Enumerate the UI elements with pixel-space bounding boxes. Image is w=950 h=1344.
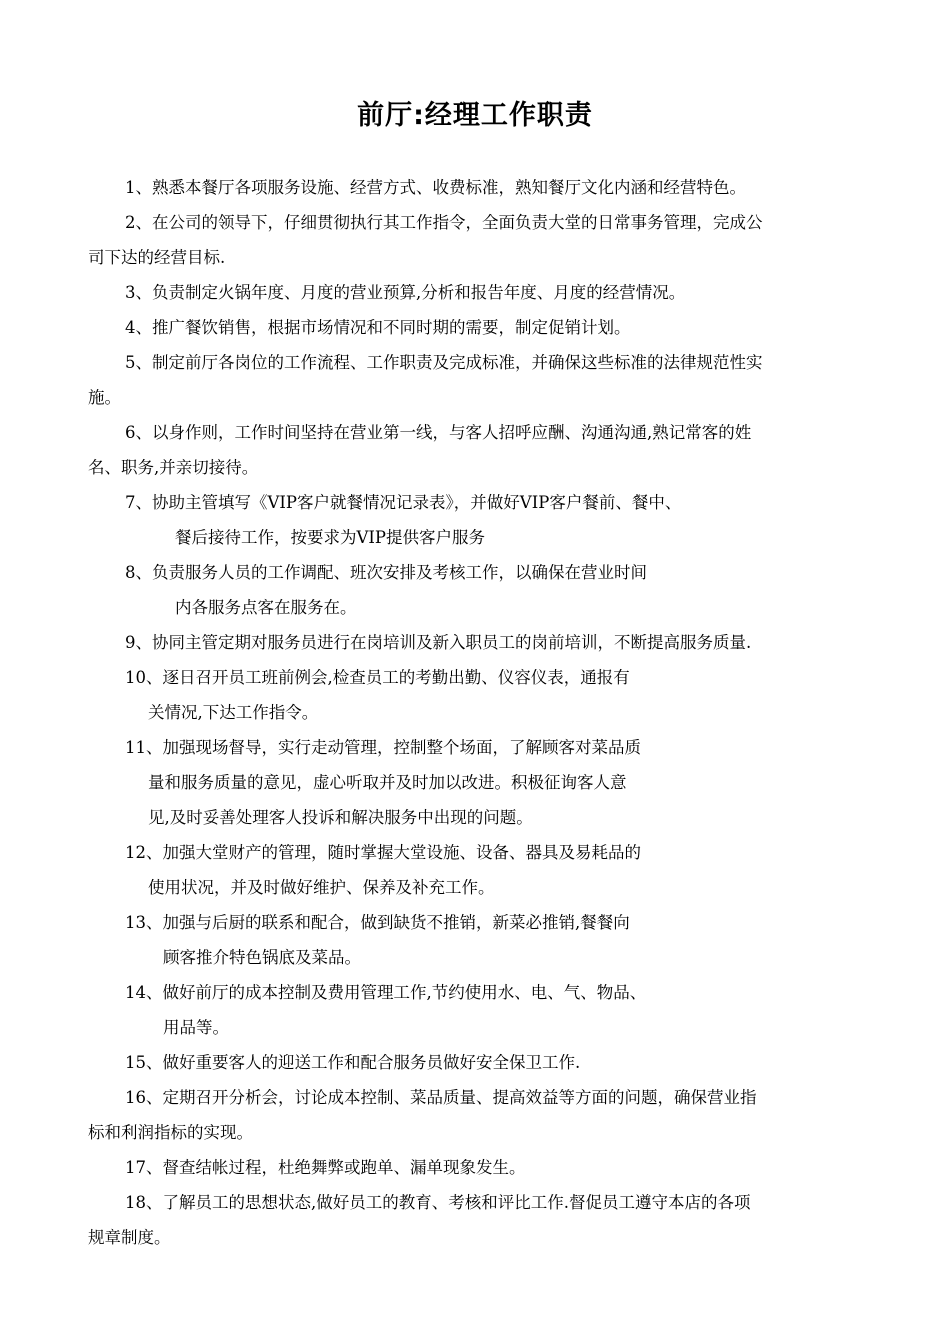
duty-line: 2、在公司的领导下，仔细贯彻执行其工作指令，全面负责大堂的日常事务管理，完成公 — [125, 213, 763, 232]
duty-line: 12、加强大堂财产的管理，随时掌握大堂设施、设备、器具及易耗品的 — [125, 843, 641, 862]
duty-line: 13、加强与后厨的联系和配合，做到缺货不推销，新菜必推销,餐餐向 — [125, 913, 630, 932]
duty-line: 3、负责制定火锅年度、月度的营业预算,分析和报告年度、月度的经营情况。 — [125, 283, 686, 302]
duty-line: 用品等。 — [163, 1018, 229, 1037]
duty-item-3 — [88, 275, 866, 310]
duty-item-12 — [88, 835, 866, 905]
duty-item-14 — [88, 975, 866, 1045]
duty-item-6 — [88, 415, 866, 485]
duty-line: 量和服务质量的意见，虚心听取并及时加以改进。积极征询客人意 — [148, 773, 627, 792]
duty-item-15 — [88, 1045, 866, 1080]
duty-line: 9、协同主管定期对服务员进行在岗培训及新入职员工的岗前培训，不断提高服务质量. — [125, 633, 752, 652]
duty-line: 18、了解员工的思想状态,做好员工的教育、考核和评比工作.督促员工遵守本店的各项 — [125, 1193, 751, 1212]
duty-line: 见,及时妥善处理客人投诉和解决服务中出现的问题。 — [148, 808, 533, 827]
duty-item-4 — [88, 310, 866, 345]
duty-item-1 — [88, 170, 866, 205]
document-body — [88, 170, 866, 1255]
duty-line: 4、推广餐饮销售，根据市场情况和不同时期的需要，制定促销计划。 — [125, 318, 631, 337]
duty-item-18 — [88, 1185, 866, 1255]
duty-line: 餐后接待工作，按要求为VIP提供客户服务 — [175, 528, 486, 547]
duty-line: 1、熟悉本餐厅各项服务设施、经营方式、收费标准，熟知餐厅文化内涵和经营特色。 — [125, 178, 746, 197]
duty-line: 7、协助主管填写《VIP客户就餐情况记录表》，并做好VIP客户餐前、餐中、 — [125, 493, 682, 512]
duty-item-5 — [88, 345, 866, 415]
duty-item-8 — [88, 555, 866, 625]
duty-line: 顾客推介特色锅底及菜品。 — [163, 948, 361, 967]
duty-line: 16、定期召开分析会，讨论成本控制、菜品质量、提高效益等方面的问题，确保营业指 — [125, 1088, 757, 1107]
duty-line: 11、加强现场督导，实行走动管理，控制整个场面，了解顾客对菜品质 — [125, 738, 641, 757]
duty-line: 10、逐日召开员工班前例会,检查员工的考勤出勤、仪容仪表，通报有 — [125, 668, 630, 687]
duty-line: 6、以身作则，工作时间坚持在营业第一线，与客人招呼应酬、沟通沟通,熟记常客的姓 — [125, 423, 752, 442]
duty-item-10 — [88, 660, 866, 730]
duty-line: 规章制度。 — [88, 1228, 171, 1247]
duty-line: 17、督查结帐过程，杜绝舞弊或跑单、漏单现象发生。 — [125, 1158, 526, 1177]
duty-item-7 — [88, 485, 866, 555]
duty-line: 内各服务点客在服务在。 — [175, 598, 357, 617]
duty-line: 14、做好前厅的成本控制及费用管理工作,节约使用水、电、气、物品、 — [125, 983, 647, 1002]
duty-item-9 — [88, 625, 866, 660]
duty-line: 15、做好重要客人的迎送工作和配合服务员做好安全保卫工作. — [125, 1053, 581, 1072]
duty-item-17 — [88, 1150, 866, 1185]
duty-line: 关情况,下达工作指令。 — [148, 703, 319, 722]
duty-item-2 — [88, 205, 866, 275]
duty-line: 施。 — [88, 388, 121, 407]
duty-line: 8、负责服务人员的工作调配、班次安排及考核工作，以确保在营业时间 — [125, 563, 647, 582]
duty-item-16 — [88, 1080, 866, 1150]
duty-line: 名、职务,并亲切接待。 — [88, 458, 259, 477]
duty-line: 使用状况，并及时做好维护、保养及补充工作。 — [148, 878, 495, 897]
document-title: 前厅:经理工作职责 — [357, 100, 593, 131]
duty-line: 5、制定前厅各岗位的工作流程、工作职责及完成标准，并确保这些标准的法律规范性实 — [125, 353, 763, 372]
duty-item-13 — [88, 905, 866, 975]
duty-line: 标和利润指标的实现。 — [88, 1123, 253, 1142]
duty-line: 司下达的经营目标. — [88, 248, 226, 267]
duty-item-11 — [88, 730, 866, 835]
